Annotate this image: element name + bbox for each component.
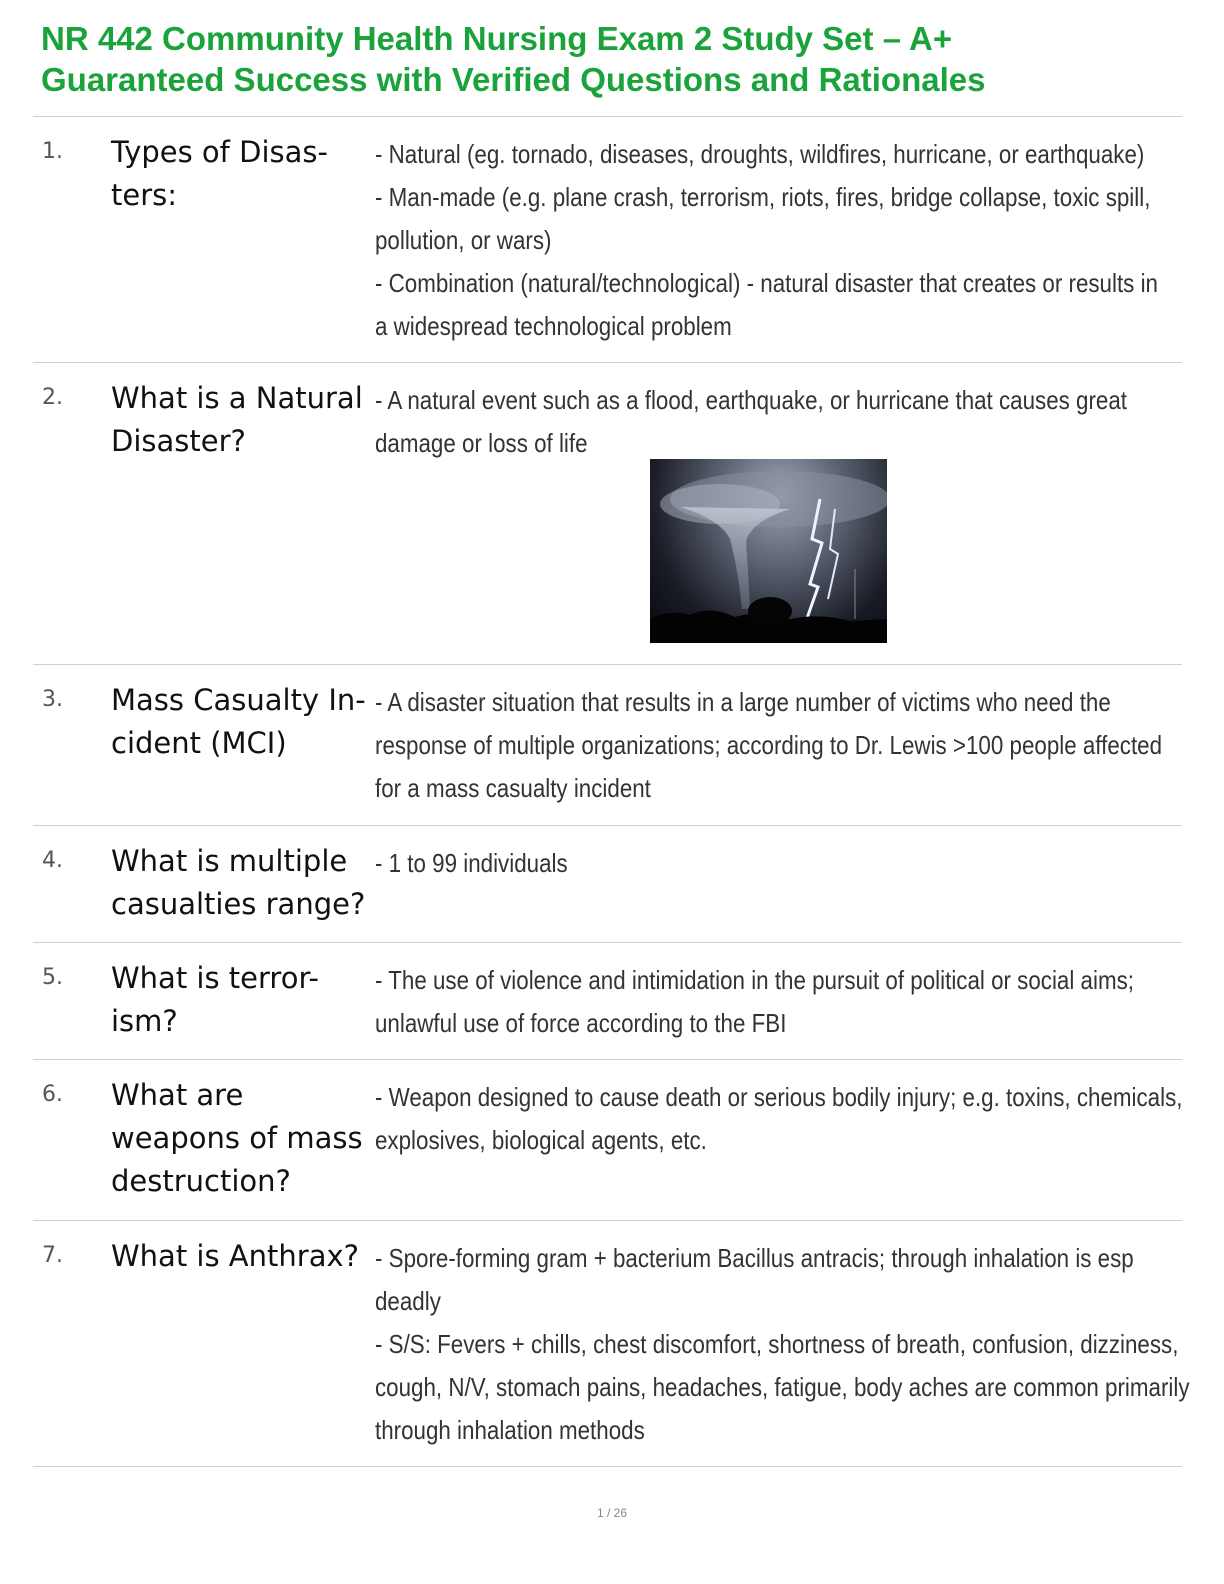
flashcard-row <box>33 665 1182 826</box>
definition-line: - S/S: Fevers + chills, chest discomfort, shortness of breath, confusion, dizziness, <box>375 1329 1179 1359</box>
term-line: What is terror- <box>111 961 319 995</box>
card-number: 4. <box>42 848 63 873</box>
definition-line: - Natural (eg. tornado, diseases, droughts, wildfires, hurricane, or earthquake) <box>375 139 1145 169</box>
definition-line: through inhalation methods <box>375 1415 645 1445</box>
definition-line: unlawful use of force according to the FBI <box>375 1008 787 1038</box>
card-term <box>111 679 373 765</box>
card-definition <box>375 842 1063 885</box>
card-term <box>111 957 373 1043</box>
card-number: 5. <box>42 965 63 990</box>
card-term <box>111 131 373 217</box>
term-line: ism? <box>111 1004 178 1038</box>
definition-line: a widespread technological problem <box>375 311 732 341</box>
flashcard-list <box>33 116 1190 1467</box>
term-line: destruction? <box>111 1164 291 1198</box>
document-title <box>41 18 1181 100</box>
definition-line: - A natural event such as a flood, earthquake, or hurricane that causes great <box>375 385 1128 415</box>
definition-line: pollution, or wars) <box>375 225 552 255</box>
card-term <box>111 1074 373 1203</box>
card-number: 6. <box>42 1082 63 1107</box>
term-line: Mass Casualty In- <box>111 683 366 717</box>
definition-line: for a mass casualty incident <box>375 773 651 803</box>
definition-line: deadly <box>375 1286 441 1316</box>
term-line: Disaster? <box>111 424 246 458</box>
card-number: 7. <box>42 1243 63 1268</box>
term-line: What are <box>111 1078 244 1112</box>
card-term <box>111 377 373 463</box>
definition-line: - 1 to 99 individuals <box>375 848 568 878</box>
term-line: weapons of mass <box>111 1121 363 1155</box>
term-line: What is Anthrax? <box>111 1239 360 1273</box>
card-definition <box>375 681 1163 810</box>
definition-line: - Spore-forming gram + bacterium Bacillus antracis; through inhalation is esp <box>375 1243 1134 1273</box>
card-term <box>111 840 373 926</box>
card-definition <box>375 133 1158 348</box>
term-line: cident (MCI) <box>111 726 287 760</box>
flashcard-row <box>33 1221 1190 1467</box>
tornado-lightning-image <box>650 459 887 643</box>
definition-line: - The use of violence and intimidation in the pursuit of political or social aims; <box>375 965 1134 995</box>
card-definition <box>375 1076 1183 1162</box>
term-line: casualties range? <box>111 887 366 921</box>
term-line: Types of Disas- <box>111 135 328 169</box>
definition-line: - Combination (natural/technological) - natural disaster that creates or results in <box>375 268 1158 298</box>
flashcard-row <box>33 943 1182 1060</box>
definition-line: - Man-made (e.g. plane crash, terrorism, riots, fires, bridge collapse, toxic spill, <box>375 182 1151 212</box>
definition-line: response of multiple organizations; according to Dr. Lewis >100 people affected <box>375 730 1163 760</box>
title-line-1: NR 442 Community Health Nursing Exam 2 Study Set – A+ <box>41 20 953 57</box>
card-definition <box>375 1237 1190 1452</box>
card-number: 2. <box>42 385 63 410</box>
flashcard-row <box>33 826 1182 943</box>
definition-line: - Weapon designed to cause death or serious bodily injury; e.g. toxins, chemicals, <box>375 1082 1183 1112</box>
flashcard-row <box>33 1060 1182 1221</box>
definition-line: damage or loss of life <box>375 428 588 458</box>
card-definition <box>375 959 1134 1045</box>
title-line-2: Guaranteed Success with Verified Questions and Rationales <box>41 61 986 98</box>
definition-line: - A disaster situation that results in a large number of victims who need the <box>375 687 1111 717</box>
flashcard-row <box>33 117 1182 363</box>
term-line: What is a Natural <box>111 381 363 415</box>
term-line: What is multiple <box>111 844 348 878</box>
card-term <box>111 1235 373 1278</box>
card-number: 3. <box>42 687 63 712</box>
definition-line: cough, N/V, stomach pains, headaches, fatigue, body aches are common primarily <box>375 1372 1190 1402</box>
page-indicator: 1 / 26 <box>596 1506 628 1520</box>
flashcard-row <box>33 363 1182 665</box>
card-definition <box>375 379 1128 465</box>
card-number: 1. <box>42 139 63 164</box>
term-line: ters: <box>111 178 178 212</box>
definition-line: explosives, biological agents, etc. <box>375 1125 707 1155</box>
